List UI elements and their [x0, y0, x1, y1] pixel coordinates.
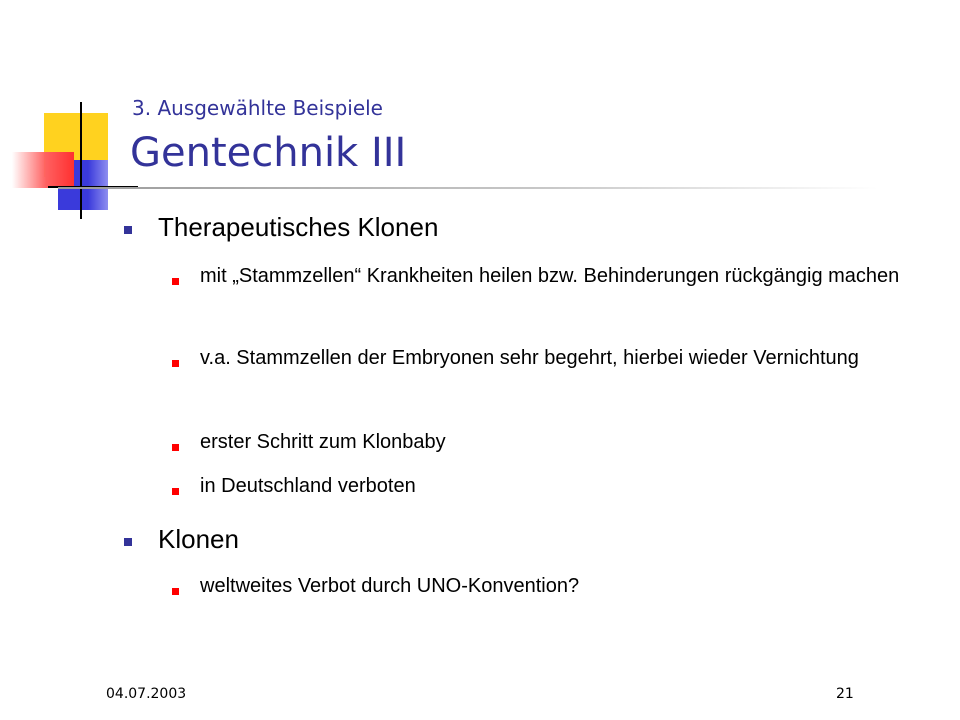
list-item: mit „Stammzellen“ Krankheiten heilen bzw. Behinderungen rückgängig machen: [200, 265, 900, 287]
footer-date: 04.07.2003: [106, 686, 187, 702]
footer-page-number: 21: [836, 686, 854, 702]
list-item: v.a. Stammzellen der Embryonen sehr begehrt, hierbei wieder Vernichtung: [200, 347, 859, 369]
square-bullet-icon: [172, 278, 179, 285]
list-item: in Deutschland verboten: [200, 475, 416, 497]
logo-vertical-line: [80, 102, 82, 219]
logo-red-bar: [12, 152, 74, 188]
square-bullet-icon: [172, 588, 179, 595]
section-heading: Klonen: [158, 524, 239, 554]
square-bullet-icon: [124, 538, 132, 546]
corner-logo-icon: [0, 0, 140, 230]
square-bullet-icon: [172, 444, 179, 451]
square-bullet-icon: [124, 226, 132, 234]
list-item: weltweites Verbot durch UNO-Konvention?: [200, 575, 580, 597]
section-heading: Therapeutisches Klonen: [158, 212, 439, 242]
slide-subtitle: 3. Ausgewählte Beispiele: [132, 96, 383, 120]
title-divider: [58, 187, 878, 189]
square-bullet-icon: [172, 360, 179, 367]
list-item: erster Schritt zum Klonbaby: [200, 431, 446, 453]
slide-title: Gentechnik III: [130, 130, 407, 176]
square-bullet-icon: [172, 488, 179, 495]
